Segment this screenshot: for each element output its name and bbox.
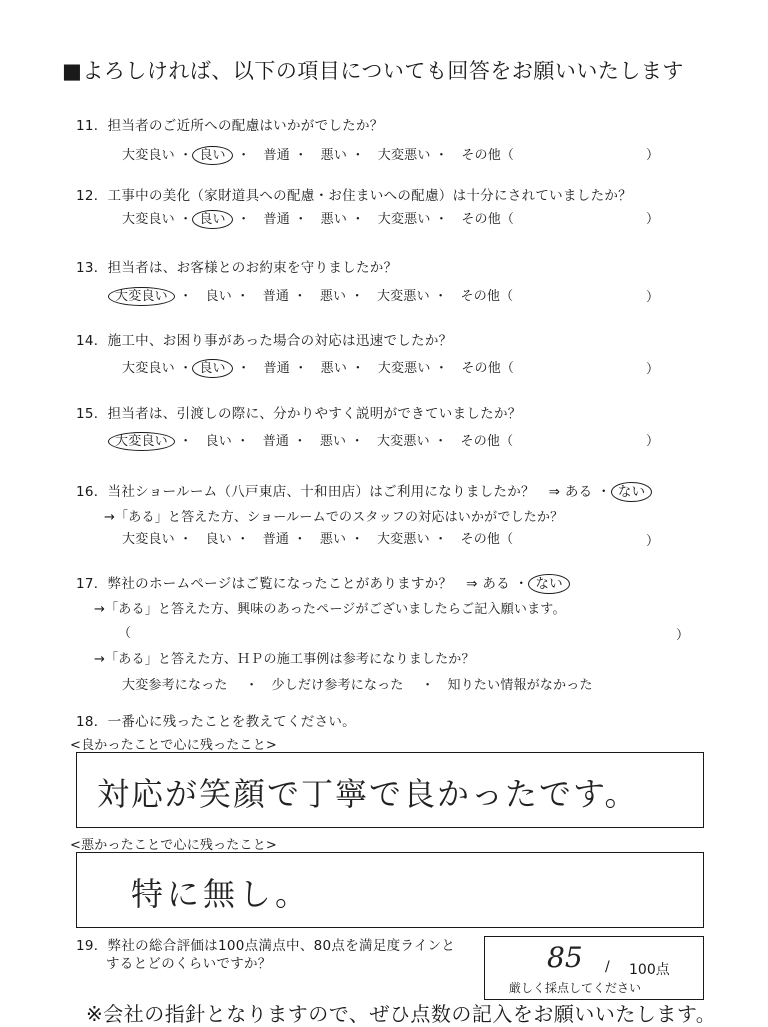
question-12: 12．工事中の美化（家財道具への配慮・お住まいへの配慮）は十分にされていましたか？ xyxy=(76,188,632,204)
option-bad[interactable]: 悪い xyxy=(319,532,347,547)
option-very-bad[interactable]: 大変悪い xyxy=(376,434,430,449)
close-paren: ） xyxy=(646,362,660,377)
option-normal[interactable]: 普通 xyxy=(262,532,290,547)
option-normal[interactable]: 普通 xyxy=(263,148,290,163)
option-bad[interactable]: 悪い xyxy=(319,289,347,304)
page-title: ■よろしければ、以下の項目についても回答をお願いいたします xyxy=(62,59,684,83)
options-12: 大変良い ・ 良い ・ 普通 ・ 悪い ・ 大変悪い ・ その他（ xyxy=(122,212,515,227)
answer-no-circled[interactable]: ない xyxy=(611,482,653,502)
option-very-good[interactable]: 大変良い xyxy=(122,361,175,376)
options-13: 大変良い ・ 良い ・ 普通 ・ 悪い ・ 大変悪い ・ その他（ xyxy=(108,285,513,304)
good-memory-label: <良かったことで心に残ったこと> xyxy=(70,738,277,753)
question-16-text: 16．当社ショールーム（八戸東店、十和田店）はご利用になりましたか？ ⇒ xyxy=(76,484,561,500)
close-paren: ） xyxy=(646,212,660,227)
options-17: 大変参考になった ・ 少しだけ参考になった ・ 知りたい情報がなかった xyxy=(122,678,593,693)
close-paren: ） xyxy=(646,534,660,549)
score-slash: / xyxy=(605,959,610,975)
question-13: 13．担当者は、お客様とのお約束を守りましたか？ xyxy=(76,260,398,276)
question-16: 16．当社ショールーム（八戸東店、十和田店）はご利用になりましたか？ ⇒ ある ・ ない xyxy=(76,480,652,500)
question-18: 18．一番心に残ったことを教えてください。 xyxy=(76,714,356,730)
bad-memory-answer: 特に無し。 xyxy=(131,875,312,913)
option-bad[interactable]: 悪い xyxy=(319,434,347,449)
option-bad[interactable]: 悪い xyxy=(320,148,348,163)
question-19-line-1: 19．弊社の総合評価は100点満点中、80点を満足度ラインと xyxy=(76,938,456,954)
option-good[interactable]: 良い xyxy=(205,434,232,449)
option-normal[interactable]: 普通 xyxy=(263,361,290,376)
option-very-helpful[interactable]: 大変参考になった xyxy=(122,678,228,693)
option-bad[interactable]: 悪い xyxy=(320,212,348,227)
option-good[interactable]: 良い xyxy=(205,532,232,547)
good-memory-answer: 対応が笑顔で丁寧で良かったです。 xyxy=(97,775,639,813)
option-good-circled[interactable]: 良い xyxy=(192,210,232,229)
option-normal[interactable]: 普通 xyxy=(263,212,290,227)
option-somewhat-helpful[interactable]: 少しだけ参考になった xyxy=(271,678,404,693)
score-box[interactable] xyxy=(484,936,704,1000)
score-note: 厳しく採点してください xyxy=(509,981,642,995)
close-paren: ） xyxy=(646,434,660,449)
option-good[interactable]: 良い xyxy=(205,289,232,304)
footer-note: ※会社の指針となりますので、ぜひ点数の記入をお願いいたします。 xyxy=(86,1002,717,1026)
option-very-bad[interactable]: 大変悪い xyxy=(376,289,430,304)
option-bad[interactable]: 悪い xyxy=(320,361,348,376)
open-paren: （ xyxy=(118,626,132,641)
answer-yes[interactable]: ある xyxy=(482,576,510,592)
option-other[interactable]: その他（ xyxy=(460,289,514,304)
options-14: 大変良い ・ 良い ・ 普通 ・ 悪い ・ 大変悪い ・ その他（ xyxy=(122,361,515,376)
option-other[interactable]: その他（ xyxy=(460,532,514,547)
question-16-follow: →「ある」と答えた方、ショールームでのスタッフの対応はいかがでしたか？ xyxy=(104,510,564,525)
question-17-follow-2: →「ある」と答えた方、ＨＰの施工事例は参考になりましたか？ xyxy=(94,652,475,667)
option-very-good[interactable]: 大変良い xyxy=(122,212,175,227)
option-very-good[interactable]: 大変良い xyxy=(122,532,175,547)
option-very-bad[interactable]: 大変悪い xyxy=(377,361,431,376)
option-very-good-circled[interactable]: 大変良い xyxy=(108,287,175,306)
question-14: 14．施工中、お困り事があった場合の対応は迅速でしたか？ xyxy=(76,333,453,349)
option-very-bad[interactable]: 大変悪い xyxy=(377,148,431,163)
close-paren: ） xyxy=(646,148,660,163)
answer-yes[interactable]: ある xyxy=(564,484,593,500)
close-paren: ） xyxy=(676,628,690,643)
options-15: 大変良い ・ 良い ・ 普通 ・ 悪い ・ 大変悪い ・ その他（ xyxy=(108,430,513,449)
options-16: 大変良い ・ 良い ・ 普通 ・ 悪い ・ 大変悪い ・ その他（ xyxy=(122,532,514,547)
option-very-bad[interactable]: 大変悪い xyxy=(376,532,430,547)
score-value: 85 xyxy=(547,941,583,974)
option-normal[interactable]: 普通 xyxy=(262,434,290,449)
option-very-good[interactable]: 大変良い xyxy=(122,148,175,163)
question-11: 11．担当者のご近所への配慮はいかがでしたか？ xyxy=(76,118,384,134)
close-paren: ） xyxy=(646,290,660,305)
option-good-circled[interactable]: 良い xyxy=(192,146,232,165)
options-11: 大変良い ・ 良い ・ 普通 ・ 悪い ・ 大変悪い ・ その他（ xyxy=(122,148,515,163)
option-not-found[interactable]: 知りたい情報がなかった xyxy=(447,678,593,693)
option-good-circled[interactable]: 良い xyxy=(192,359,232,378)
question-15: 15．担当者は、引渡しの際に、分かりやすく説明ができていましたか？ xyxy=(76,406,522,422)
option-very-bad[interactable]: 大変悪い xyxy=(377,212,431,227)
question-17: 17．弊社のホームページはご覧になったことがありますか？ ⇒ ある ・ ない xyxy=(76,572,570,592)
option-other[interactable]: その他（ xyxy=(461,361,515,376)
option-normal[interactable]: 普通 xyxy=(262,289,290,304)
option-other[interactable]: その他（ xyxy=(461,148,515,163)
question-19-line-2: するとどのくらいですか？ xyxy=(106,956,272,972)
option-very-good-circled[interactable]: 大変良い xyxy=(108,432,175,451)
question-17-follow-1: →「ある」と答えた方、興味のあったページがございましたらご記入願います。 xyxy=(94,602,566,617)
good-memory-box[interactable] xyxy=(76,752,704,828)
option-other[interactable]: その他（ xyxy=(460,434,514,449)
bad-memory-box[interactable] xyxy=(76,852,704,928)
option-other[interactable]: その他（ xyxy=(461,212,515,227)
score-max: 100点 xyxy=(629,962,670,978)
answer-no-circled[interactable]: ない xyxy=(528,574,570,594)
bad-memory-label: <悪かったことで心に残ったこと> xyxy=(70,838,277,853)
question-17-text: 17．弊社のホームページはご覧になったことがありますか？ ⇒ xyxy=(76,576,478,592)
